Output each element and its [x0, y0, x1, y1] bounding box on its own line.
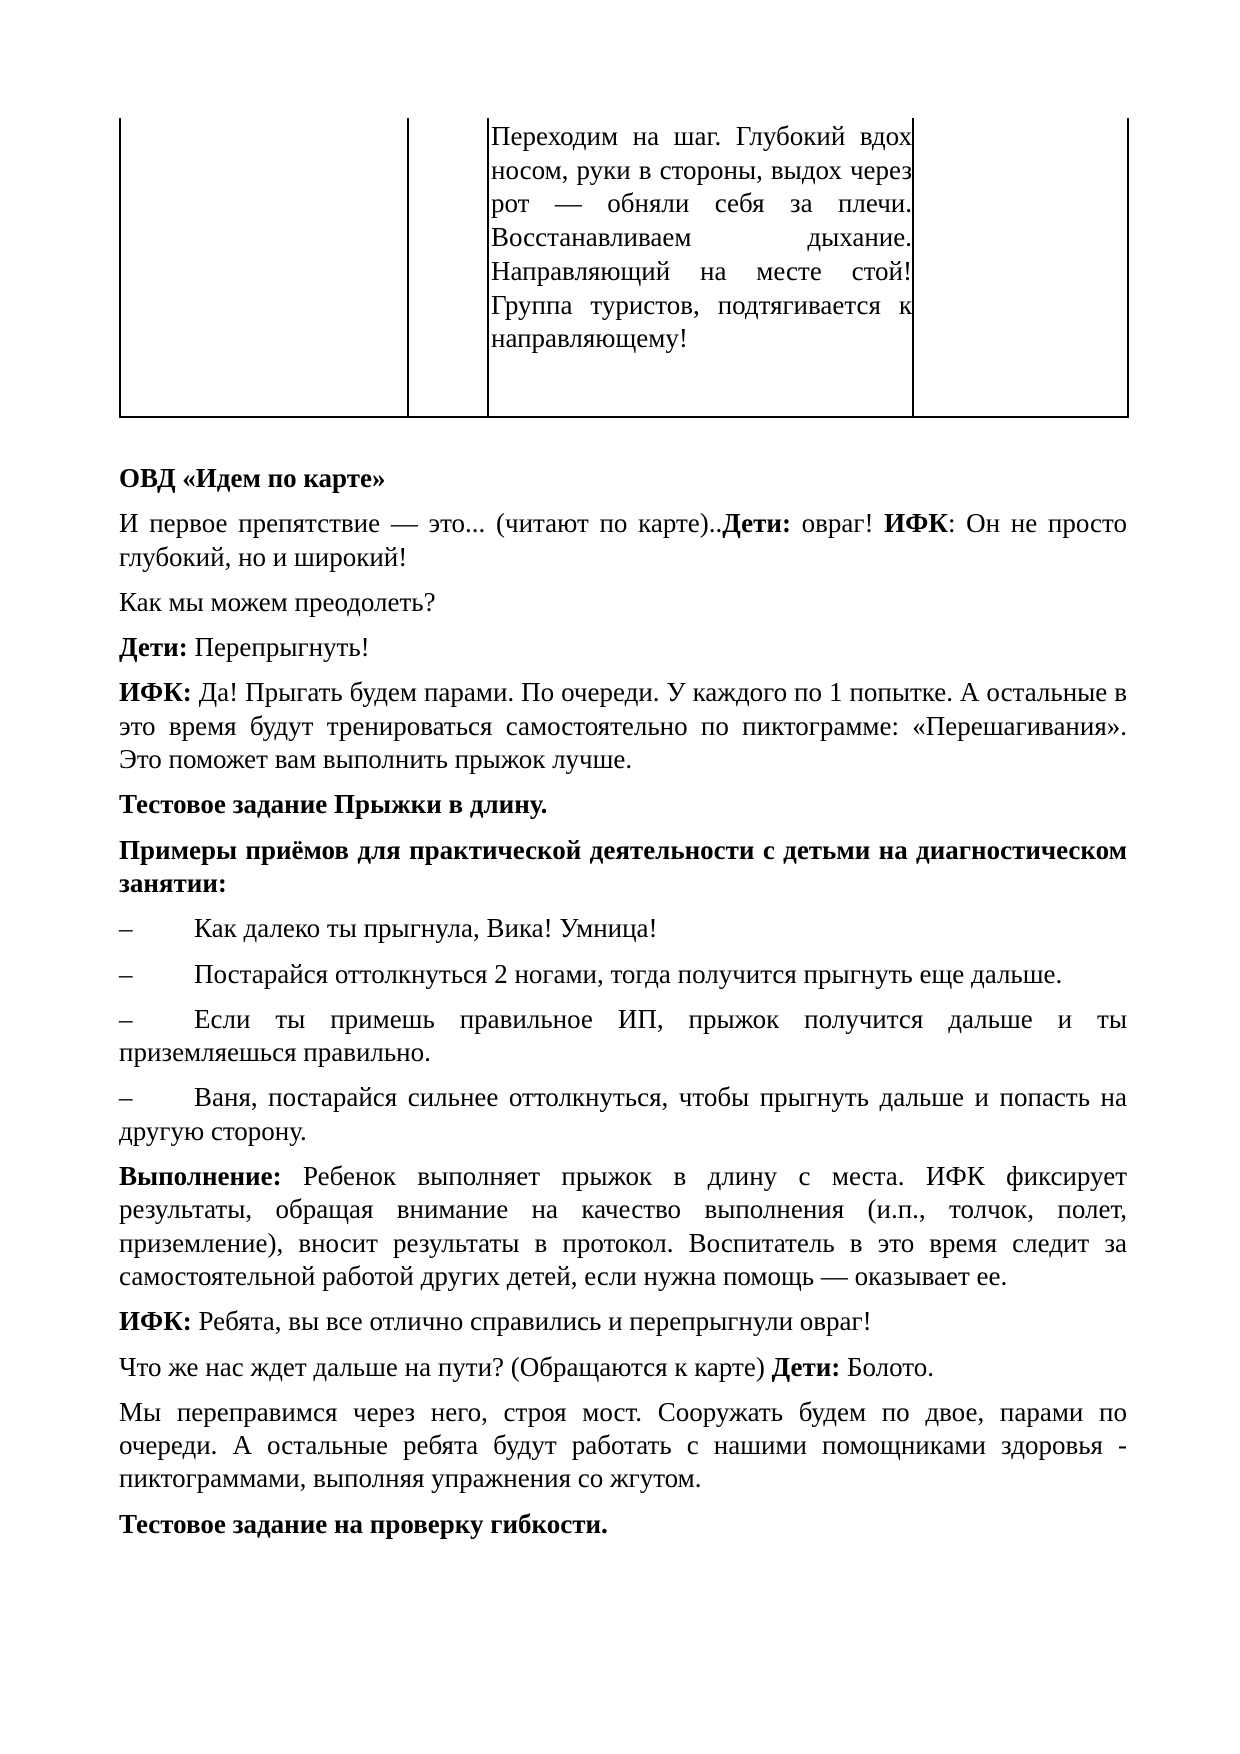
- paragraph-obstacle: И первое препятствие — это... (читают по карте)..Дети: овраг! ИФК: Он не просто глубокий, но и широкий!: [119, 508, 1127, 572]
- paragraph-next-obstacle: Что же нас ждет дальше на пути? (Обращаются к карте) Дети: Болото.: [119, 1351, 934, 1382]
- continuation-table: [119, 118, 1129, 418]
- table-cell-3: [488, 118, 913, 417]
- table-cell-1: [120, 118, 408, 417]
- list-item: – Если ты примешь правильное ИП, прыжок получится дальше и ты приземляешься правильно.: [119, 1003, 1127, 1068]
- heading-examples: Примеры приёмов для практической деятельности с детьми на диагностическом занятии:: [119, 834, 1127, 898]
- list-item: – Постарайся оттолкнуться 2 ногами, тогда получится прыгнуть еще дальше.: [119, 958, 1063, 989]
- heading-ovd: ОВД «Идем по карте»: [119, 463, 386, 493]
- paragraph-question: Как мы можем преодолеть?: [119, 586, 436, 617]
- list-item: – Ваня, постарайся сильнее оттолкнуться, чтобы прыгнуть дальше и попасть на другую сторону.: [119, 1082, 1127, 1146]
- paragraph-ifk-instructions: ИФК: Да! Прыгать будем парами. По очереди. У каждого по 1 попытке. А остальные в это время будут тренироваться самостоятельно по пиктограмме: «Перешагивания». Это поможет вам выполнить прыжок лучше.: [119, 677, 1127, 775]
- paragraph-bridge: Мы переправимся через него, строя мост. Сооружать будем по двое, парами по очереди. А остальные ребята будут работать с нашими помощниками здоровья - пиктограммами, выполняя упражнения со жгутом.: [119, 1396, 1127, 1494]
- table-row: [120, 118, 1128, 417]
- table-cell-text: Переходим на шаг. Глубокий вдох носом, руки в стороны, выдох через рот — обняли себя за плечи. Восстанавливаем дыхание. Направляющий на месте стой! Группа туристов, подтягивается к направляющему!: [491, 121, 912, 354]
- paragraph-children-answer: Дети: Перепрыгнуть!: [119, 632, 370, 663]
- heading-test-long-jump: Тестовое задание Прыжки в длину.: [119, 789, 548, 820]
- paragraph-ifk-praise: ИФК: Ребята, вы все отлично справились и перепрыгнули овраг!: [119, 1306, 872, 1337]
- table-cell-2: [408, 118, 488, 417]
- table-cell-4: [913, 118, 1128, 417]
- paragraph-execution: Выполнение: Ребенок выполняет прыжок в длину с места. ИФК фиксирует результаты, обращая внимание на качество выполнения (и.п., толчок, полет, приземление), вносит результаты в протокол. Воспитатель в это время следит за самостоятельной работой других детей, если нужна помощь — оказывает ее.: [119, 1161, 1127, 1291]
- list-item: – Как далеко ты прыгнула, Вика! Умница!: [119, 913, 658, 944]
- document-body: [119, 462, 1127, 1553]
- heading-test-flexibility: Тестовое задание на проверку гибкости.: [119, 1508, 608, 1539]
